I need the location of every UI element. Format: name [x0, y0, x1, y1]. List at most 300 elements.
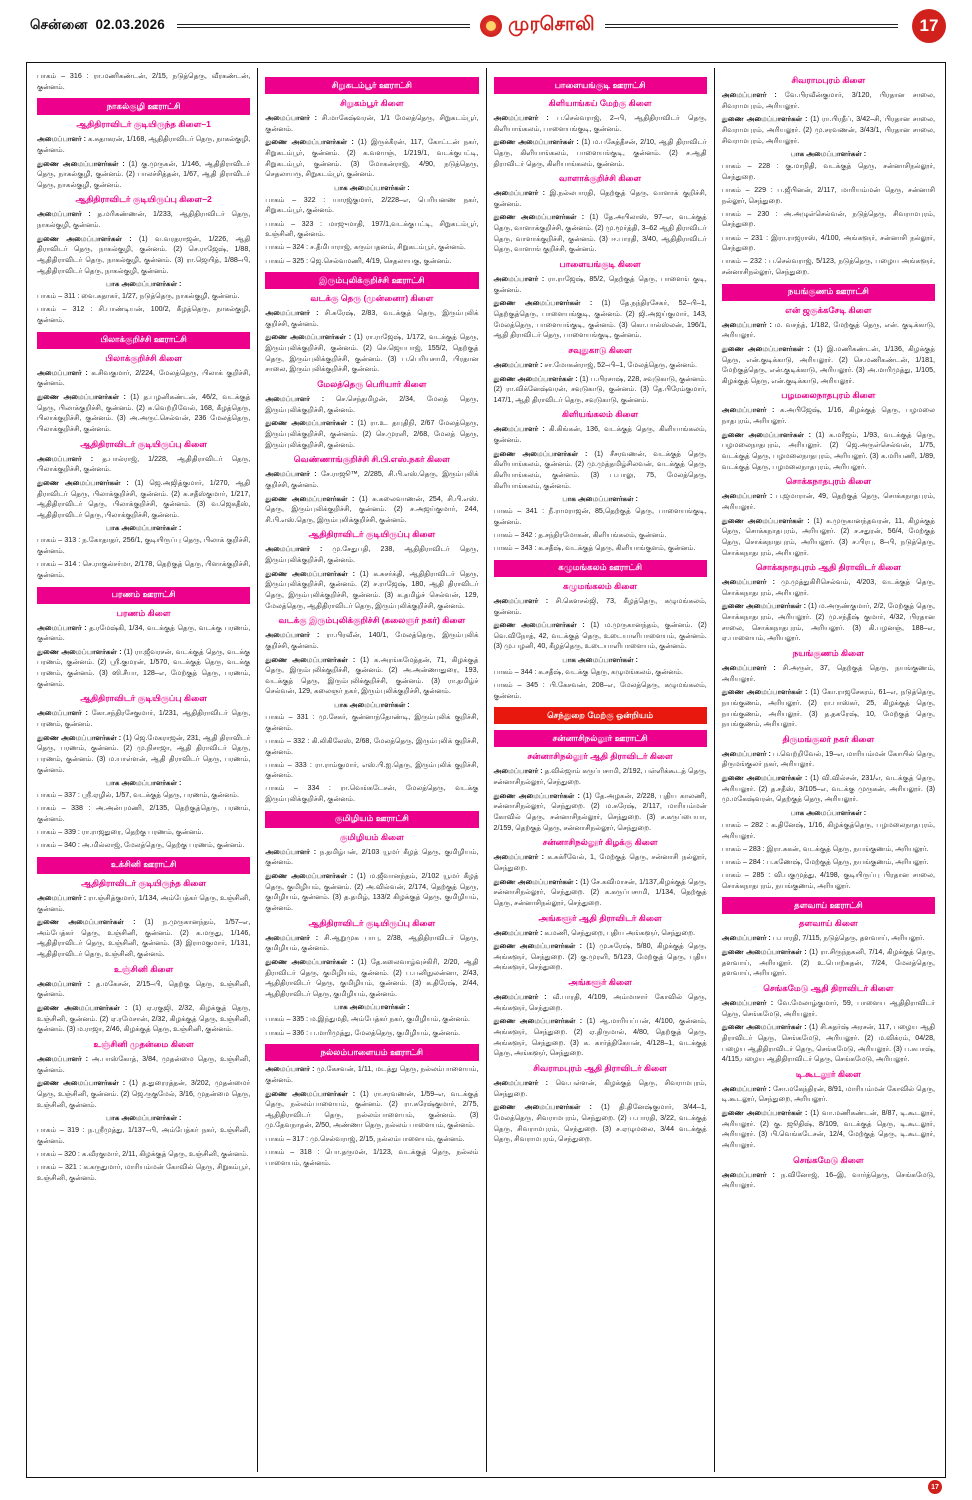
organiser-label: துணை அமைப்பாளர்கள் :	[493, 1103, 592, 1112]
organiser-names: இ.நல்லபாரதி, தெற்குத் தெரு, வாளாக் குறிச்சி, குன்னம்.	[493, 189, 707, 208]
branch-heading: ஆதிதிராவிடர் குடியிருப்பு கிளை	[308, 529, 436, 540]
organiser-names: (1) தே.நந்திரசேகர், 52–பி–1, தெற்குத்தெரு, பாளையங்குடி, குன்னம். (2) ஜி.அஜய்குமார், 143, மேலத்தெரு, பாளையங்குடி, குன்னம். (3) கொ.பால்ஸ்லன், 196/1, ஆதி திராவிடர் தெரு, பாளையங்குடி, குன்னம்.	[493, 299, 707, 340]
organiser-line	[494, 188, 707, 209]
organiser-names: சே.ராஜூ™, 2/285, சி.பி.எஸ்.தெரு, இரும்புலிக் குறிச்சி, குன்னம்.	[265, 470, 479, 489]
organiser-line	[265, 394, 478, 415]
part-organiser-entry: பாகம் – 323 : மாஜுமாதி, 197/1,வடக்குபட்டி, சிறுகடம்பூர், உஞ்சினி, குன்னம்.	[265, 219, 479, 239]
organiser-label: துணை அமைப்பாளர்கள் :	[493, 213, 585, 222]
organiser-names: த.மரிகண்ணன், 1/233, ஆதிதிராவிடர் தெரு, நாகல்குழி, குன்னம்.	[37, 210, 251, 230]
organiser-names: (1) தே.கலைவாழ்வுச்கிரி, 2/20, ஆதி திராவிடர் தெரு, குமிழியம், குன்னம். (2) ப.பனிநுலன்னா, 2/43, ஆதிதிராவிடர் தெரு, குமிழியம், குன்னம். (3) க.திரேஷ், 2/44, ஆதிதிராவிடர் தெரு, குமிழியம், குன்னம்.	[265, 957, 479, 998]
organiser-line	[265, 137, 478, 180]
organiser-names: (1) கு.முருகன், 1/146, ஆதிதிராவிடர் தெரு, நாகல்குழி, குன்னம். (2) பாலச்சித்தன், 1/67, ஆதி திராவிடர் தெரு, நாகல்குழி, குன்னம்.	[37, 159, 251, 189]
organiser-line	[722, 601, 935, 644]
ward-heading: பாளையங்குடி ஊராட்சி	[494, 77, 707, 94]
organiser-names: அ.பாஸ்கோத், 3/84, முதன்மை தெரு, உஞ்சினி, குன்னம்.	[37, 1054, 251, 1074]
part-organiser-entry: பாகம் – 231 : இரா.ராஜராஸ், 4/100, அங்களூர், சன்னாசி நல்லூர், செந்துறை.	[721, 233, 935, 253]
organiser-names: சி.அருள், 37, தெற்குத் தெரு, நயங்குணம், அரியலூர்.	[721, 663, 935, 683]
organiser-names: சா.மோகன்ராஜ், 52–பி–1, மேலத்தெரு, குன்னம்.	[542, 360, 697, 369]
organiser-names: வீ.பாரதி, 4/109, அம்மாசாா் கோவில் தெரு, அங்களூர், செந்துறை.	[493, 993, 707, 1012]
organiser-line	[494, 852, 707, 873]
organiser-line	[494, 1016, 707, 1059]
organiser-line	[494, 766, 707, 787]
organiser-names: வே.மேலாழ்குமார், 59, பாளைய ஆதிதிராவிடர் தெரு, செங்கமேடு, அரியலூர்.	[721, 998, 935, 1018]
organiser-names: சி.மாகேஷ்வரன், 1/1 மேலத்தெரு, சிறுகடம்பூர், குன்னம்.	[265, 114, 479, 133]
organiser-label: துணை அமைப்பாளர்கள் :	[37, 733, 122, 742]
organiser-names: (1) ரா.உ. தயுதிநி, 2/67 மேலத்தெரு, இரும்புலிக்குறிச்சி, குன்னம். (2) செ.முரளி, 2/68, மேலத் தெரு, இரும்புலிக்குறிச்சி, குன்னம்.	[265, 419, 479, 449]
organiser-names: ரா.பிரவீன், 140/1, மேலத்தெரு, இரும்புலிக் குறிச்சி, குன்னம்.	[265, 631, 479, 650]
organiser-line	[722, 90, 935, 111]
organiser-line	[722, 114, 935, 146]
organiser-label: அமைப்பாளர் :	[721, 998, 774, 1007]
organiser-label: துணை அமைப்பாளர்கள் :	[493, 877, 578, 886]
organiser-label: துணை அமைப்பாளர்கள் :	[493, 942, 583, 951]
organiser-line	[37, 1054, 250, 1075]
organiser-line	[494, 424, 707, 445]
branch-heading: சொக்கநாதபுரம் ஆதி திராவிடர் கிளை	[755, 562, 902, 573]
organiser-line	[265, 418, 478, 450]
section-subheading: பாக அமைப்பாளர்கள் :	[334, 1003, 410, 1012]
organiser-label: துணை அமைப்பாளர்கள் :	[721, 1109, 808, 1118]
organiser-label: துணை அமைப்பாளர்கள் :	[265, 1089, 356, 1098]
organiser-names: (1) த.பழனிகண்டன், 46/2, வடக்குத் தெரு, பிலாக்குறிச்சி, குன்னம். (2) சு.வெற்றிவேல், 168, கீழத்தெரு, பிலாக்குறிச்சி, குன்னம். (3) அ.அருட்செல்வன், 236 மேலத்தெரு, பிலாக்குறிச்சி, குன்னம்.	[37, 393, 251, 433]
organiser-line	[265, 113, 478, 134]
organiser-label: துணை அமைப்பாளர்கள் :	[265, 872, 354, 881]
organiser-label: அமைப்பாளர் :	[265, 309, 319, 318]
organiser-names: மு.கேசவன், 1/11, மடத்து தெரு, நல்லம்பாளையம், குன்னம்.	[265, 1065, 479, 1084]
organiser-label: அமைப்பாளர் :	[721, 1170, 775, 1179]
organiser-names: செ.செந்தமிழன், 2/34, மேலத் தெரு, இரும்புலிக்குறிச்சி, குன்னம்.	[265, 395, 479, 414]
part-organiser-entry: பாகம் – 319 : ந.ஸ்ரீமுத்து, 1/137–பி, அம்பேத்கர் நகர், உஞ்சினி, குன்னம்.	[37, 1126, 251, 1145]
page-number-badge: 17	[912, 9, 946, 43]
masthead-rule-right	[605, 24, 898, 28]
organiser-names: த.பால்ராஜ், 1/228, ஆதிதிராவிடர் தெரு, பிலாக்குறிச்சி, குன்னம்.	[37, 454, 251, 474]
organiser-line	[265, 569, 478, 612]
part-organiser-entry: பாகம் – 318 : பொ.தருமன், 1/123, வடக்குத் தெரு, நல்லம் பாளையம், குன்னம்.	[265, 1148, 479, 1167]
masthead-logo	[480, 14, 595, 38]
organiser-names: (1) தே.அபிலாஸ், 97–எ, வடக்குத் தெரு, வாளாக்குறிச்சி, குன்னம். (2) மு.மூர்த்தி, 3–62 ஆதி திராவிடர் தெரு, வாளாக்குறிச்சி, குன்னம். (3) ஈ.பாரதி, 3/40, ஆதிதிராவிடர் தெரு, வாளாங் குறிச்சி, குன்னம்.	[493, 213, 707, 254]
organiser-label: அமைப்பாளர் :	[721, 492, 773, 501]
organiser-names: (1) கோ.ராஜசேகரம், 61–எ, நடுத்தெரு, நயங்குணம், அரியலூர். (2) ரா.பாஸ்கர், 25, கிழக்குத் தெரு, நயங்குணம், அரியலூர். (3) த.தகரேஷ், 10, மேற்குத் தெரு, நயங்குணம், அரியலூர்.	[721, 688, 936, 729]
organiser-label: அமைப்பாளர் :	[493, 275, 545, 284]
organiser-line	[494, 374, 707, 406]
organiser-names: ப.செல்வராஜ், 2–பி, ஆதிதிராவிடர் தெரு, கிளியாங்கலம், பாளையங்குடி, குன்னம்.	[493, 114, 707, 133]
branch-heading: பரணம் கிளை	[116, 607, 171, 618]
organiser-label: அமைப்பாளர் :	[265, 545, 323, 554]
organiser-names: (1) வ.வரதராஜன், 1/226, ஆதி திராவிடர் தெரு, நாகல்குழி, குன்னம். (2) செ.ராஜேஷ், 1/88, ஆதிதிராவிடர் தெரு, நாகல்குழி, குன்னம். (3) ரா.ஜெயித், 1/88–பி, ஆதிதிராவிடர் தெரு, நாகல்குழி, குன்னம்.	[37, 234, 251, 275]
organiser-line	[494, 360, 707, 371]
section-subheading: பாக அமைப்பாளர்கள் :	[105, 280, 182, 289]
organiser-label: துணை அமைப்பாளர்கள் :	[721, 602, 806, 611]
part-organiser-entry: பாகம் – 342 : த.சந்திரமோகன், கிளியங்கலம், குன்னம்.	[493, 531, 667, 540]
ward-heading: பிலாக்குறிச்சி ஊராட்சி	[37, 332, 250, 349]
branch-heading: ஆதிதிராவிடர் குடியிருந்த கிளை–1	[76, 119, 211, 130]
organiser-label: அமைப்பாளர் :	[721, 663, 776, 672]
organiser-label: அமைப்பாளர் :	[493, 425, 545, 434]
organiser-line	[265, 1064, 478, 1085]
organiser-label: அமைப்பாளர் :	[37, 1054, 88, 1063]
organiser-line	[37, 1078, 250, 1110]
organiser-line	[722, 1022, 935, 1065]
organiser-names: மு.சேதுபதி, 238, ஆதிதிராவிடர் தெரு, இரும்புலிக்குறிச்சி, குன்னம்.	[265, 545, 479, 565]
organiser-line	[494, 274, 707, 295]
organiser-label: அமைப்பாளர் :	[493, 189, 546, 198]
organiser-label: துணை அமைப்பாளர்கள் :	[37, 234, 132, 243]
organiser-line	[265, 1089, 478, 1132]
branch-heading: சொக்கநாதபுரம் கிளை	[785, 476, 872, 487]
paragraph: பாகம் – 316 : ரா.மணிகண்டன், 2/15, நடுத்தெரு, வீரகண்டன், குன்னம்.	[37, 72, 251, 91]
organiser-label: துணை அமைப்பாளர்கள் :	[265, 333, 352, 342]
ward-heading: பரணம் ஊராட்சி	[37, 587, 250, 604]
part-organiser-entry: பாகம் – 338 : அ.அன்புமணி, 2/135, தெற்குத்தெரு, பரணம், குன்னம்.	[37, 804, 251, 823]
part-organiser-entry: பாகம் – 313 : ந.கோதாதர், 256/1, குடியிருப்பு தெரு, பிலாக் குறிச்சி, குன்னம்.	[37, 536, 251, 556]
ward-heading: செந்துறை மேற்கு ஒன்றியம்	[494, 707, 707, 724]
organiser-line	[722, 1084, 935, 1105]
organiser-names: (1) க.அரங்கமேத்தன், 71, கிழக்குத் தெரு, இரும்புலிக்குறிச்சி, குன்னம். (2) அ.அன்ணாதுரை, 193, வடக்குத் தெரு, இரும்புலிக்குறிச்சி, குன்னம். (3) ரா.தமிழ்ச் செல்வன், 129, கலைஞர் நகர், இரும்புலிக்குறிச்சி, குன்னம்.	[265, 655, 479, 696]
organiser-label: அமைப்பாளர் :	[37, 210, 91, 219]
branch-heading: சிவராமபுரம் ஆதி திராவிடர் கிளை	[533, 1062, 667, 1073]
organiser-label: துணை அமைப்பாளர்கள் :	[37, 478, 129, 487]
branch-heading: பாளையங்குடி கிளை	[559, 259, 641, 270]
organiser-label: துணை அமைப்பாளர்கள் :	[265, 569, 355, 578]
branch-heading: ஆதிதிராவிடர் குடியிருப்பு கிளை	[308, 917, 436, 928]
organiser-line	[722, 405, 935, 426]
organiser-names: (1) ப.பிரசாஷ், 228, சவுடுகாடு, குன்னம். (2) ரா.விக்னேஷ்வரன், சவுடுகாடு, குன்னம். (3) தே.பிரேம்குமார், 147/1, ஆதி திராவிடர் தெரு, சவுடுகாடு, குன்னம்.	[493, 374, 707, 404]
ward-heading: குமிழியம் ஊராட்சி	[265, 811, 478, 828]
organiser-line	[494, 449, 707, 492]
branch-heading: பழமலைநாதபுரம் கிளை	[781, 390, 876, 401]
organiser-line	[265, 308, 478, 329]
organiser-line	[494, 212, 707, 255]
organiser-line	[37, 979, 250, 1000]
organiser-label: துணை அமைப்பாளர்கள் :	[493, 1017, 583, 1026]
organiser-line	[37, 159, 250, 191]
organiser-names: (1) ம.பகேத்தீசன், 2/10, ஆதி திராவிடர் தெரு, கிளியாங்கலம், பாளையங்குடி, குன்னம். (2) ச.ஆதி திராவிடர் தெரு, கிளியாங்கலம், குன்னம்.	[493, 138, 707, 168]
organiser-line	[265, 655, 478, 698]
organiser-names: (1) த.துரைரத்தன், 3/202, முதன்மைர் தெரு, உஞ்சினி, குன்னம். (2) ஜெ.ருகுமேல், 3/16, முதன்மை தெரு, உஞ்சினி, குன்னம்.	[37, 1079, 251, 1109]
edition-date: 02.03.2026	[95, 17, 166, 32]
organiser-names: (1) வா.மணிகண்டன், 8/87, டி.கூடலூர், அரியலூர். (2) கு. ஜூதிஷ், 8/109, வடக்குத் தெரு, டி.கூடலூர், அரியலூர். (3) பி.வெங்கடேசன், 12/4, மேற்குத் தெரு, டி.கூடலூர், அரியலூர்.	[721, 1109, 935, 1149]
part-organiser-entry: பாகம் – 325 : ஜெ.செல்வமணி, 4/19, செதலாயகு, குன்னம்.	[265, 256, 452, 265]
organiser-names: சோ.மகேந்திரன், 8/91, மாரியம்மன் கோவில் தெரு, டி.கூடலூர், செந்துறை, அரியலூர்.	[721, 1084, 935, 1104]
organiser-label: துணை அமைப்பாளர்கள் :	[37, 159, 125, 168]
branch-heading: சிறுகம்பூர் கிளை	[340, 98, 404, 108]
organiser-label: அமைப்பாளர் :	[493, 767, 543, 776]
organiser-names: கி.கிங்கன், 136, வடக்குத் தெரு, கிளியாங்கலம், குன்னம்.	[493, 425, 707, 445]
organiser-names: (1) ஜெ.மேகராஜன், 231, ஆதி திராவிடர் தெரு, பரணம், குன்னம். (2) மு.நிசாஜா, ஆதி திராவிடர் தெரு, பரணம், குன்னம். (3) ம.யாள்ளன், ஆதி திராவிடர் தெரு, பரணம், குன்னம்.	[37, 733, 251, 774]
branch-heading: உஞ்சினி முதன்மை கிளை	[93, 1038, 194, 1049]
organiser-line	[722, 491, 935, 512]
part-organiser-entry: பாகம் – 321 : க.கருதுமார், மாரியம்மன் கோவில் தெரு, சிறுகம்பூர், உஞ்சினி, குன்னம்.	[37, 1163, 251, 1182]
footer-page-badge: 17	[928, 1480, 942, 1494]
organiser-line	[722, 663, 935, 684]
column-2	[257, 68, 485, 1472]
organiser-line	[722, 577, 935, 598]
organiser-line	[265, 494, 478, 526]
organiser-label: துணை அமைப்பாளர்கள் :	[37, 647, 122, 656]
organiser-label: அமைப்பாளர் :	[37, 709, 88, 718]
organiser-names: வெ.பள்ளன், கிழக்குத் தெரு, சிவராமபுரம், செந்துறை.	[493, 1078, 707, 1098]
branch-heading: சிவராமபுரம் கிளை	[791, 75, 866, 85]
organiser-names: சி.கௌசல்ஜி, 73, கீழத்தெரு, கழுமங்கலம், குன்னம்.	[493, 596, 707, 616]
organiser-line	[722, 749, 935, 770]
organiser-line	[265, 332, 478, 375]
organiser-line	[37, 893, 250, 914]
part-organiser-entry: பாகம் – 343 : க.சதீஷ், வடக்குத் தெரு, கிளியாங்குளம், குன்னம்.	[493, 544, 696, 553]
organiser-line	[722, 344, 935, 387]
organiser-names: ப.வெற்றிவேல், 19–எ, மாரியம்மன் கோயில் தெரு, திருமங்குலர் நகர், அரியலூர்.	[721, 749, 936, 769]
organiser-line	[494, 137, 707, 169]
organiser-names: (1) சி.சுதர்ஷ் அரசன், 117, பழைய ஆதி திராவிடர் தெரு, செங்கமேடு, அரியலூர். (2) ம.விக்ரம், 04/28, பழைய ஆதிதிராவிடர் தெரு, செங்கமேடு, அரியலூர். (3) ப.சுபாஷ், 4/115,பழைய ஆதிதிராவிடர் தெரு, செங்கமேடு, அரியலூர்.	[721, 1023, 935, 1064]
organiser-label: துணை அமைப்பாளர்கள் :	[721, 430, 812, 439]
ward-heading: நயங்குணம் ஊராட்சி	[722, 284, 935, 301]
part-organiser-entry: பாகம் – 339 : ரா.ராஜதுரை, தெற்கு பரணம், குன்னம்.	[37, 828, 204, 837]
organiser-line	[37, 454, 250, 475]
branch-heading: சவுதுகாடு கிளை	[568, 344, 632, 355]
organiser-names: க.அபிஜேஷ், 1/16, கிழக்குத் தெரு, பழமலை நாதபுரம், அரியலூர்.	[721, 406, 935, 426]
branch-heading: ஆதிதிராவிடர் குடியிருப்பு கிளை	[80, 438, 207, 449]
organiser-line	[37, 917, 250, 960]
part-organiser-entry: பாகம் – 334 : ரா.வெங்கடேசன், மேலத்தெரு, வடக்கு இரும்புலிக்குறிச்சி, குன்னம்.	[265, 784, 479, 804]
branch-heading: நயங்குணம் கிளை	[792, 647, 864, 658]
organiser-line	[265, 469, 478, 490]
part-organiser-entry: பாகம் – 285 : வி.பகுமுத்து, 4/198, குடியிருப்பு பிரதான சாலை, சொக்கநாதபுரம், நயங்குணம், அரியலூர்.	[721, 871, 935, 890]
organiser-line	[722, 516, 935, 559]
branch-heading: சன்னாசிநல்லூர் ஆதி திராவிடர் கிளை	[527, 751, 673, 762]
section-subheading: பாக அமைப்பாளர்கள் :	[562, 495, 638, 504]
organiser-names: (1) இருக்கீரன், 117, கோட்டன் நகர், சிறுகடம்பூர், குன்னம். (2) க.வளாஞ், 1/219/1, வடக்குபட்டி, சிறுகடம்பூர், குன்னம். (3) மோகன்ராஜ், 4/90, நடுத்தெரு, செதலாயரு, சிறுகடம்பூர், குன்னம்.	[265, 138, 479, 179]
edition-label: சென்னை	[30, 17, 88, 32]
organiser-label: அமைப்பாளர் :	[265, 114, 318, 122]
organiser-names: (1) ரா.சிருந்தகனி, 7/14, கிழக்குத் தெரு, தளவாய், அரியலூர். (2) உ.பொற்சுதன், 7/24, மேலத்தெரு, தளவாய், அரியலூர்.	[721, 948, 935, 978]
organiser-label: அமைப்பாளர் :	[37, 454, 94, 463]
branch-heading: அங்களூர் ஆதி திராவிடர் கிளை	[538, 912, 662, 923]
organiser-names: (1) சு.கலைவாணன், 254, சி.பி.எஸ். தெரு, இரும்புலிக்குறிச்சி, குன்னம். (2) ச.அஜய்குமார், 244, சி.பி.எஸ்.தெரு, இரும்புலிக்குறிச்சி, குன்னம்.	[265, 494, 479, 524]
organiser-label: அமைப்பாளர் :	[721, 1084, 771, 1093]
branch-heading: கிளியங்கலம் கிளை	[561, 409, 639, 420]
part-organiser-entry: பாகம் – 322 : யாரஜ்குமார், 2/228–எ, பெரியனண நகர், சிறுகடம்பூர், குன்னம்.	[265, 195, 479, 215]
branch-heading: வாளாக்குறிச்சி கிளை	[559, 173, 642, 184]
branch-heading: கிளியாங்கய் மேற்கு கிளை	[548, 98, 652, 108]
organiser-names: (1) இ.மணிகண்டன், 1/136, கிழக்குத் தெரு, என்.குடிக்காடு, அரியலூர். (2) செ.மணிகண்டன், 1/181, மேற்குத்தெரு, என்.குடிக்காடு, அரியலூர். (3) அ.மாரிமுத்து, 1/105, கிழக்குத் தெரு, என்.குடிக்காடு, அரியலூர்.	[721, 344, 935, 385]
part-organiser-entry: பாகம் – 324 : ச.தீமிபாராஜ், கரும்பதனம், சிறுகடம்பூர், குன்னம்.	[265, 243, 466, 252]
organiser-names: வே.பிரவீன்குமார், 3/120, பிரதான சாலை, சிவராமபுரம், அரியலூர்.	[721, 91, 936, 110]
branch-heading: என் ஜகுக்கசேடி கிளை	[785, 304, 872, 315]
organiser-line	[265, 933, 478, 954]
section-subheading: பாக அமைப்பாளர்கள் :	[790, 809, 867, 818]
part-organiser-entry: பாகம் – 336 : ப.மாரிமுத்து, மேலத்தெரு, குமிழியம், குன்னம்.	[265, 1028, 461, 1037]
column-1	[30, 68, 257, 1472]
part-organiser-entry: பாகம் – 345 : பி.கேசவன், 208–எ, மேலத்தெரு, கழுமங்கலம், குன்னம்.	[493, 681, 707, 700]
branch-heading: மேலத்தெரு பெரியார் கிளை	[317, 379, 427, 390]
organiser-label: துணை அமைப்பாளர்கள் :	[493, 374, 578, 383]
branch-heading: வடக்கு இரும்புலிக்குறிச்சி (கலைஞர் நகர்) கிளை	[278, 615, 466, 626]
part-organiser-entry: பாகம் – 311 : வை.சுதாகர், 1/27, நடுத்தெரு, நாகல்குழி, குன்னம்.	[37, 292, 240, 301]
organiser-line	[265, 630, 478, 651]
organiser-names: ந.வினோஜ், 16–இ, வார்த்தெரு, செங்கமேடு, அரியலூர்.	[721, 1170, 935, 1190]
organiser-label: அமைப்பாளர் :	[721, 934, 771, 943]
organiser-label: அமைப்பாளர் :	[721, 578, 775, 587]
part-organiser-entry: பாகம் – 312 : சி.பாண்டியன், 100/2, கீழத்தெரு, நாகல்குழி, குன்னம்.	[37, 305, 251, 325]
organiser-names: (1) க.சுசர்க்தி, ஆதிதிராவிடர் தெரு, இரும்புலிக்குறிச்சி, குன்னம். (2) ச.ராஜேஷ், 180, ஆதி திராவிடர் தெரு, இரும்புலிக்குறிச்சி, குன்னம். (3) க.தமிழ்ச் செல்வன், 129, மேலத்தெரு, ஆதிதிராவிடர் தெரு, இரும்புலிக்குறிச்சி, குன்னம்.	[265, 569, 479, 610]
organiser-names: (1) ந.முருகானந்தம், 1/57–எ, அம்பேத்கர் தெரு, உஞ்சினி, குன்னம். (2) க.மருது, 1/146, ஆதிதிராவிடர் தெரு, உஞ்சினி, குன்னம். (3) இராமகுமார், 1/131, ஆதிதிராவிடர் தெரு, உஞ்சினி, குன்னம்.	[37, 918, 251, 959]
organiser-label: அமைப்பாளர் :	[37, 135, 87, 144]
organiser-label: அமைப்பாளர் :	[721, 91, 777, 99]
organiser-names: ப.பாரதி, 7/115, நடுத்தெரு, தளவாய், அரியலூர்.	[770, 934, 925, 943]
organiser-label: துணை அமைப்பாளர்கள் :	[37, 1004, 128, 1013]
organiser-names: த.வில்ஜாம் கருப்பசாமி, 2/192, பள்ளிக்கூடத் தெரு, சன்னாசிநல்லூர், செந்துறை.	[493, 767, 707, 787]
organiser-names: ம. வசந்த், 1/182, மேற்குத் தெரு, என். குடிக்காடு, அரியலூர்.	[721, 320, 935, 340]
organiser-line	[722, 320, 935, 341]
organiser-line	[37, 733, 250, 776]
organiser-line	[37, 1003, 250, 1035]
ward-heading: கழுமங்கலம் ஊராட்சி	[494, 560, 707, 577]
branch-heading: பிலாக்குறிச்சி கிளை	[105, 352, 182, 363]
organiser-line	[37, 392, 250, 435]
organiser-names: (1) தே.அழகன், 2/228, புதிய காலணி, சன்னாசிநல்லூர், செந்துறை. (2) ம.சுரேஷ், 2/117, மாரியம்மன் கோவில் தெரு, சன்னாசிநல்லூர், செந்துறை. (3) ச.கருப்பையா, 2/159, தெற்குத் தெரு, சன்னாசிநல்லூர், செந்துறை.	[493, 791, 707, 832]
organiser-label: துணை அமைப்பாளர்கள் :	[721, 774, 808, 783]
organiser-names: (1) ரா.ஜீவரசன், வடக்குத் தெரு, வடக்கு பரணம், குன்னம். (2) ஸ்ரீ.குமரன், 1/570, வடக்குத் தெரு, வடக்கு பரணம், குன்னம். (3) ஸி.சீயா, 128–எ, மேற்குத் தெரு, பரணம், குன்னம்.	[37, 647, 251, 688]
organiser-line	[37, 368, 250, 389]
part-organiser-entry: பாகம் – 332 : கி.லிகிலேஸ், 2/68, மேலத்தெரு, இரும்புலிக் குறிச்சி, குன்னம்.	[265, 736, 479, 756]
branch-heading: திருமங்குலர் நகர் கிளை	[782, 733, 875, 744]
branch-heading: உஞ்சினி கிளை	[113, 963, 174, 974]
organiser-line	[494, 620, 707, 652]
organiser-names: (1) க.முருகானந்தவரன், 11, கிழக்குத் தெரு, சொக்கநாதபுரம், அரியலூர். (2) ச.சதுரன், 56/4, மேற்குத் தெரு, சொக்கநாதபுரம், அரியலூர். (3) ச.பிரபு, 8–பி, நடுத்தெரு, சொக்கநாதபுரம், அரியலூர்.	[721, 516, 935, 557]
organiser-label: துணை அமைப்பாளர்கள் :	[721, 516, 810, 525]
organiser-label: அமைப்பாளர் :	[265, 933, 319, 942]
organiser-names: மு.முத்துகிரிசெல்வம், 4/203, வடக்குத் தெரு, சொக்கநாதபுரம், அரியலூர்.	[721, 578, 935, 597]
part-organiser-entry: பாகம் – 340 : அ.மில்லாஜ், மேலத்தெரு, தெற்கு பரணம், குன்னம்.	[37, 841, 245, 850]
organiser-names: (1) ஆ.மாரியப்பன், 4/100, குன்னம், அங்களூர், செந்துறை. (2) ஏ.திருமால், 4/80, தெற்குத் தெரு, அங்களூர், செந்துறை. (3) க. கார்த்திகேயன், 4/128–1, வடக்குத் தெரு, அங்களூர், செந்துறை.	[493, 1017, 707, 1058]
rising-sun-icon	[480, 15, 502, 37]
organiser-names: ந.தமிழ்பன், 2/103 யூமர் கீழத் தெரு, குமிழியம், குன்னம்.	[265, 847, 479, 867]
part-organiser-entry: பாகம் – 317 : மு.செல்வராஜ், 2/15, நல்லம்பாளையம், குன்னம்.	[265, 1135, 465, 1144]
paper-title: முரசொலி	[508, 14, 595, 35]
organiser-names: (1) க.மரீஜம், 1/93, வடக்குத் தெரு, பழமலைநாதபுரம், அரியலூர். (2) ஜெ.அருள்செல்வன், 1/75, வடக்குத் தெரு, பழமலைநாதபுரம், அரியலூர். (3) க.மரியணி, 1/89, வடக்குத் தெரு, பழமலைநாதபுரம், அரியலூர்.	[721, 430, 936, 471]
organiser-label: அமைப்பாளர் :	[493, 114, 549, 122]
part-organiser-entry: பாகம் – 335 : ம.இந்துமதி, அம்பேத்கர் நகர், குமிழியம், குன்னம்.	[265, 1015, 470, 1024]
branch-heading: வடக்கு தெரு (முன்னைா) கிளை	[310, 293, 434, 304]
ward-heading: நல்லம்பாளையம் ஊராட்சி	[265, 1044, 478, 1061]
organiser-label: துணை அமைப்பாளர்கள் :	[265, 138, 354, 147]
organiser-label: துணை அமைப்பாளர்கள் :	[721, 948, 807, 957]
branch-heading: அங்களூர் கிளை	[568, 977, 632, 988]
organiser-line	[37, 209, 250, 230]
part-organiser-entry: பாகம் – 314 : செ.ராகுல்சர்மா, 2/178, தெற்குத் தெரு, பிளாக்குறிச்சி, குன்னம்.	[37, 560, 251, 579]
ward-heading: சன்னாசிநல்லூர் ஊராட்சி	[494, 730, 707, 747]
organiser-label: அமைப்பாளர் :	[265, 470, 317, 479]
branch-heading: ஆதிதிராவிடர் குடியிருந்த கிளை	[81, 877, 207, 888]
organiser-label: துணை அமைப்பாளர்கள் :	[37, 1079, 126, 1088]
organiser-label: அமைப்பாளர் :	[493, 1078, 548, 1087]
organiser-names: (1) ரா.சரவணன், 1/59–எ, வடக்குத் தெரு, நல்லம்பாளையம், குன்னம். (2) ரா.சுரேஷ்குமார், 2/75, ஆதிதிராவிடர் தெரு, நல்லம்பாளையம், குன்னம். (3) மு.தேவநாதன், 2/50, அண்ணா தெரு, நல்லம் பாளையம், குன்னம்.	[265, 1089, 479, 1130]
part-organiser-entry: பாகம் – 232 : ப.செல்வராஜ், 5/123, நடுத்தெரு, பழைய அங்களூர், சன்னாசிநல்லூர், செந்துறை.	[721, 257, 935, 276]
section-subheading: பாக அமைப்பாளர்கள் :	[105, 524, 182, 533]
section-subheading: பாக அமைப்பாளர்கள் :	[105, 779, 182, 788]
organiser-names: (1) ம.முருகானந்தம், குன்னம். (2) வெ.விநோத், 42, வடக்குத் தெரு, உடையாளிபாளையம், குன்னம். (3) மு.பழனி, 40, கீழத்தெரு, உடையாளிபாளையம், குன்னம்.	[493, 621, 707, 651]
organiser-line	[722, 933, 935, 944]
organiser-line	[265, 544, 478, 565]
organiser-names: (1) வி.வில்சன், 231/எ, வடக்குத் தெரு, அரியலூர். (2) த.சதீஸ், 3/105–எ, வடக்கு முருகன், அரியலூர். (3) மு.மகேஷ்வரன், தெற்குத் தெரு, அரியலூர்.	[721, 774, 935, 804]
organiser-label: துணை அமைப்பாளர்கள் :	[493, 299, 593, 308]
organiser-line	[37, 708, 250, 729]
organiser-line	[37, 478, 250, 521]
ward-heading: நாகல்குழி ஊராட்சி	[37, 98, 250, 115]
organiser-label: அமைப்பாளர் :	[265, 847, 317, 856]
branch-heading: குமிழியம் கிளை	[339, 831, 404, 842]
organiser-label: துணை அமைப்பாளர்கள் :	[721, 1023, 807, 1032]
organiser-names: (1) ஜெ.அஜித்குமார், 1/270, ஆதி திராவிடர் தெரு, பிலாக்குறிச்சி, குன்னம். (2) சு.சதீஸ்குமார், 1/217, ஆதிதிராவிடர் தெரு, பிலாக்குறிச்சி, குன்னம். (3) வ.ஜெகதீஸ், ஆதிதிராவிடர் தெரு, பிலாக்குறிச்சி, குன்னம்.	[37, 478, 251, 519]
organiser-line	[722, 430, 935, 473]
organiser-names: (1) தி.தினேஷ்குமார், 3/44–1, மேலத்தெரு, சிவராமபுரம், செந்துறை. (2) ப.பாரதி, 3/22, வடக்குத் தெரு, சிவராமபுரம், செந்துறை. (3) ச.ஏழுமலை, 3/44 வடக்குத் தெரு, சிவராமபுரம், செந்துறை.	[493, 1103, 707, 1144]
organiser-label: துணை அமைப்பாளர்கள் :	[37, 918, 136, 927]
organiser-line	[722, 687, 935, 730]
organiser-label: அமைப்பாளர் :	[37, 623, 87, 632]
part-organiser-entry: பாகம் – 284 : ப.கணேஷ், மேற்குத் தெரு, நயங்குணம், அரியலூர்.	[721, 857, 929, 866]
organiser-label: துணை அமைப்பாளர்கள் :	[265, 494, 355, 503]
branch-heading: சன்னாசிநல்லூர் கிழக்கு கிளை	[542, 837, 658, 848]
organiser-label: துணை அமைப்பாளர்கள் :	[721, 688, 808, 697]
part-organiser-entry: பாகம் – 331 : மு.சேகர், குன்னாந்தோண்டி, இரும்புலிக் குறிச்சி, குன்னம்.	[265, 713, 479, 732]
organiser-names: (1) சீசரவணன், வடக்குத் தெரு, கிளியாங்கலம், குன்னம். (2) மு.முத்தமிழ்சிலவன், வடக்குத் தெரு, கிளியாங்கலம், குன்னம். (3) ப.பாலு, 75, மேலத்தெரு, கிளியாங்கலம், குன்னம்.	[493, 449, 707, 490]
organiser-line	[494, 596, 707, 617]
column-4	[714, 68, 942, 1472]
organiser-names: த.ரமேஷ்கி, 1/34, வடக்குத் தெரு, வடக்கு பரணம், குன்னம்.	[37, 623, 251, 643]
organiser-label: துணை அமைப்பாளர்கள் :	[493, 621, 585, 630]
organiser-line	[722, 773, 935, 805]
section-subheading: பாக அமைப்பாளர்கள் :	[334, 701, 410, 710]
part-organiser-entry: பாகம் – 344 : க.சதீஷ், வடக்கு தெரு, கழுமங்கலம், குன்னம்.	[493, 668, 683, 677]
organiser-names: க.மணி, செந்துறை, புதிய அங்களூர், செந்துறை.	[542, 928, 696, 937]
section-subheading: பாக அமைப்பாளர்கள் :	[334, 183, 410, 192]
organiser-line	[494, 1078, 707, 1099]
organiser-label: அமைப்பாளர் :	[493, 360, 543, 369]
organiser-names: ப.ஜமாரான், 49, தெற்குத் தெரு, சொக்கநாதபுரம், அரியலூர்.	[721, 492, 935, 511]
organiser-label: அமைப்பாளர் :	[721, 749, 771, 758]
section-subheading: பாக அமைப்பாளர்கள் :	[562, 656, 638, 665]
organiser-label: துணை அமைப்பாளர்கள் :	[493, 791, 580, 800]
organiser-label: அமைப்பாளர் :	[37, 979, 90, 988]
organiser-line	[494, 791, 707, 834]
organiser-names: ரா.ஞ்சித்குமார், 1/134, அம்பேத்கர் தெரு, உஞ்சினி, குன்னம்.	[37, 893, 251, 913]
organiser-line	[494, 1102, 707, 1145]
organiser-line	[37, 234, 250, 277]
organiser-line	[37, 623, 250, 644]
organiser-line	[494, 298, 707, 341]
organiser-line	[722, 1170, 935, 1191]
organiser-label: அமைப்பாளர் :	[265, 631, 320, 640]
masthead-rule-left	[177, 24, 470, 28]
organiser-line	[494, 941, 707, 973]
organiser-line	[37, 647, 250, 690]
organiser-label: துணை அமைப்பாளர்கள் :	[37, 393, 126, 402]
organiser-label: துணை அமைப்பாளர்கள் :	[721, 344, 810, 353]
organiser-names: க.சுக்ரீவேல், 1, மேற்குத் தெரு, சன்னாசி நல்லூர், செந்துறை.	[493, 853, 707, 872]
organiser-names: (1) ம.அருண்குமார், 2/2, மேற்குத் தெரு, சொக்கநாதபுரம், அரியலூர். (2) மு.சந்தீஷ் குமார், 4/32, பிரதான சாலை, சொக்கநாதபுரம், அரியலூர். (3) கி.பழனஞ், 188–எ, ஏ.பாளையம், அரியலூர்.	[721, 602, 935, 643]
organiser-line	[722, 998, 935, 1019]
organiser-line	[265, 871, 478, 914]
section-subheading: பாக அமைப்பாளர்கள் :	[105, 1114, 182, 1123]
organiser-names: கோ.சந்திரசேகுமார், 1/231, ஆதிதிராவிடர் தெரு, பரணம், குன்னம்.	[37, 709, 251, 728]
part-organiser-entry: பாகம் – 228 : கு.மாநிதி, வடக்குத் தெரு, சன்னாசிநல்லூர், செந்துறை.	[721, 162, 935, 181]
content-frame	[26, 62, 946, 1478]
organiser-label: அமைப்பாளர் :	[721, 406, 775, 415]
branch-heading: டி.கூடலூர் கிளை	[795, 1068, 861, 1079]
organiser-label: அமைப்பாளர் :	[493, 928, 543, 937]
organiser-names: ரா.ராஜேஷ், 85/2, தெற்குத் தெரு, பாளைங் குடி, குன்னம்.	[493, 275, 707, 294]
organiser-names: (1) சே.கவிமாசன், 1/137,கிழக்குத் தெரு, சன்னாசிநல்லூர், செந்துறை. (2) க.கருப்பசாமி, 1/134, தெற்குத் தெரு, சன்னாசிநல்லூர், செந்துறை.	[493, 877, 707, 907]
organiser-label: துணை அமைப்பாளர்கள் :	[493, 138, 579, 147]
